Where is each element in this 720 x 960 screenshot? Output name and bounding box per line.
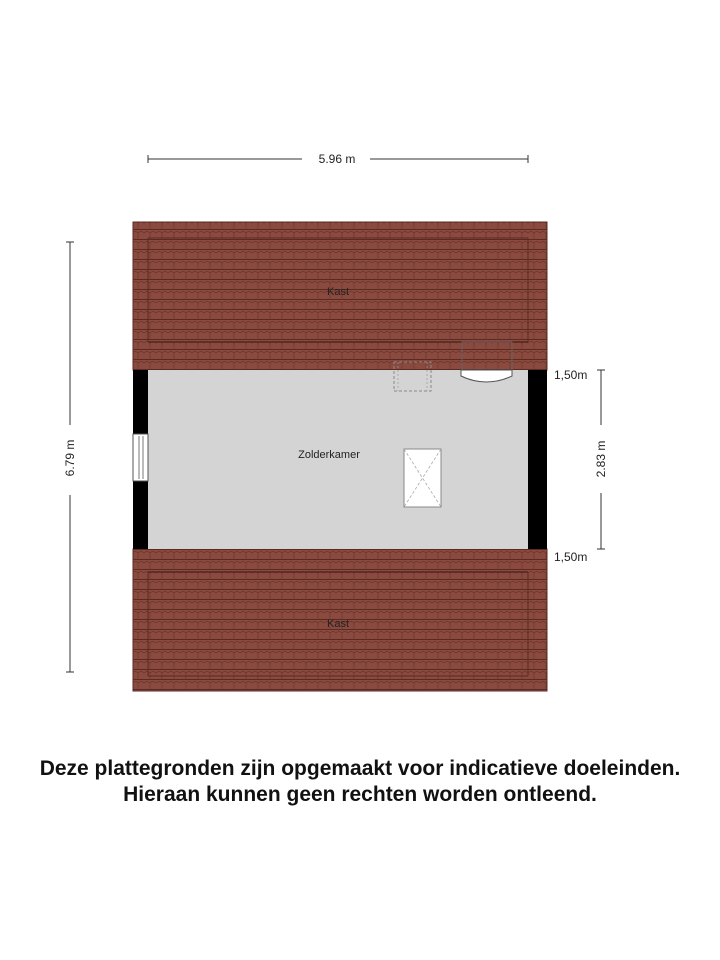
room-depth-dimension: [594, 370, 608, 549]
room-label-attic: Zolderkamer: [298, 449, 360, 461]
height-label: 6.79 m: [63, 439, 77, 477]
window-left: [133, 434, 148, 481]
disclaimer-line-2: Hieraan kunnen geen rechten worden ontleend.: [123, 783, 597, 806]
skylight: [404, 449, 441, 507]
room-label-top-storage: Kast: [326, 286, 350, 298]
knee-height-bottom-label: 1,50m: [554, 550, 588, 564]
wall-right: [528, 370, 547, 549]
width-label: 5.96 m: [318, 152, 356, 166]
disclaimer: [0, 756, 720, 808]
height-dimension: [63, 242, 77, 672]
wall-left-upper: [133, 370, 148, 434]
room-depth-label: 2.83 m: [594, 440, 608, 478]
wall-left-lower: [133, 481, 148, 549]
knee-height-top-label: 1,50m: [554, 368, 588, 382]
room-label-bottom-storage: Kast: [326, 618, 350, 630]
disclaimer-line-1: Deze plattegronden zijn opgemaakt voor indicatieve doeleinden.: [39, 757, 681, 780]
width-dimension: [148, 152, 528, 166]
